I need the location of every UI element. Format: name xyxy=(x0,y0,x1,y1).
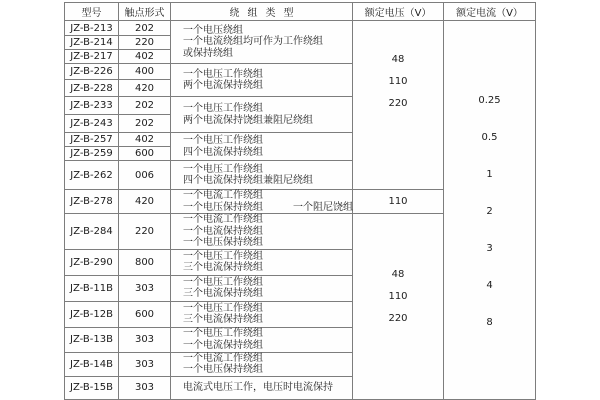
winding-cell xyxy=(171,214,353,250)
model-cell: JZ-B-262 xyxy=(65,161,119,190)
current-value: 3 xyxy=(486,243,493,254)
contact-cell: 600 xyxy=(119,147,171,161)
current-value: 4 xyxy=(486,280,493,291)
voltage-value: 110 xyxy=(388,196,408,207)
winding-line: 一个电压工作绕组 xyxy=(183,276,263,288)
contact-cell: 303 xyxy=(119,376,171,399)
winding-line: 一个电压保持绕组 一个阻尼饶组 xyxy=(183,201,353,213)
current-value: 0.5 xyxy=(481,132,498,143)
contact-cell: 402 xyxy=(119,133,171,147)
header-rated-current: 额定电流（V） xyxy=(444,3,536,21)
winding-cell xyxy=(171,327,353,352)
contact-cell: 006 xyxy=(119,161,171,190)
model-cell: JZ-B-14B xyxy=(65,352,119,376)
winding-line: 两个电流保持饶组兼阻尼绕组 xyxy=(183,114,313,126)
voltage-value: 110 xyxy=(388,291,408,302)
winding-line: 一个电流工作绕组 xyxy=(183,190,263,201)
contact-cell: 420 xyxy=(119,80,171,97)
winding-cell xyxy=(171,97,353,133)
winding-line: 一个电流工作绕组 xyxy=(183,352,263,364)
winding-cell xyxy=(171,249,353,275)
model-cell: JZ-B-284 xyxy=(65,214,119,250)
voltage-value: 48 xyxy=(391,54,405,65)
winding-line: 一个电流绕组均可作为工作绕组 xyxy=(183,36,323,48)
winding-cell xyxy=(171,21,353,64)
header-rated-voltage: 额定电压（V） xyxy=(353,3,444,21)
contact-cell: 400 xyxy=(119,64,171,80)
winding-line: 一个电压工作绕组 xyxy=(183,163,263,175)
winding-line: 一个电压工作绕组 xyxy=(183,103,263,114)
current-value: 1 xyxy=(486,169,493,180)
model-cell: JZ-B-11B xyxy=(65,275,119,301)
voltage-value: 220 xyxy=(388,98,408,109)
winding-line: 一个电流保持绕组 xyxy=(183,225,263,237)
current-value: 2 xyxy=(486,206,493,217)
winding-line: 一个电流工作绕组 xyxy=(183,214,263,225)
current-cell xyxy=(444,21,536,400)
contact-cell: 220 xyxy=(119,214,171,250)
contact-cell: 800 xyxy=(119,249,171,275)
table-row xyxy=(65,21,536,36)
model-cell: JZ-B-213 xyxy=(65,21,119,36)
model-cell: JZ-B-257 xyxy=(65,133,119,147)
contact-cell: 202 xyxy=(119,21,171,36)
winding-line: 电流式电压工作，电压时电流保持 xyxy=(183,381,333,393)
voltage-cell xyxy=(353,21,444,190)
winding-line: 一个电压绕组 xyxy=(183,24,243,36)
winding-line: 三个电流保持绕组 xyxy=(183,262,263,273)
spec-table xyxy=(64,2,536,400)
contact-cell: 202 xyxy=(119,97,171,115)
voltage-cell xyxy=(353,190,444,214)
model-cell: JZ-B-278 xyxy=(65,190,119,214)
voltage-value: 220 xyxy=(388,313,408,324)
voltage-value: 110 xyxy=(388,76,408,87)
model-cell: JZ-B-243 xyxy=(65,115,119,133)
winding-line: 一个电压工作绕组 xyxy=(183,250,263,262)
model-cell: JZ-B-217 xyxy=(65,50,119,64)
model-cell: JZ-B-226 xyxy=(65,64,119,80)
model-cell: JZ-B-228 xyxy=(65,80,119,97)
model-cell: JZ-B-12B xyxy=(65,301,119,327)
winding-line: 一个电压工作绕组 xyxy=(183,68,263,80)
winding-line: 一个电流保持绕组 xyxy=(183,339,263,351)
winding-cell xyxy=(171,161,353,190)
winding-cell xyxy=(171,133,353,161)
contact-cell: 402 xyxy=(119,50,171,64)
contact-cell: 303 xyxy=(119,327,171,352)
current-value: 0.25 xyxy=(478,95,501,106)
contact-cell: 600 xyxy=(119,301,171,327)
winding-line: 一个电压工作绕组 xyxy=(183,135,263,146)
model-cell: JZ-B-233 xyxy=(65,97,119,115)
winding-cell xyxy=(171,376,353,399)
model-cell: JZ-B-13B xyxy=(65,327,119,352)
header-contact-form: 触点形式 xyxy=(119,3,171,21)
winding-cell xyxy=(171,301,353,327)
winding-line: 一个电压工作绕组 xyxy=(183,328,263,339)
winding-line: 一个电压保持绕组 xyxy=(183,237,263,248)
voltage-value: 48 xyxy=(391,269,405,280)
winding-line: 或保持绕组 xyxy=(183,47,233,59)
model-cell: JZ-B-15B xyxy=(65,376,119,399)
contact-cell: 303 xyxy=(119,275,171,301)
current-value: 8 xyxy=(486,317,493,328)
contact-cell: 420 xyxy=(119,190,171,214)
winding-line: 一个电压工作绕组 xyxy=(183,302,263,314)
winding-line: 四个电流保持绕组 xyxy=(183,146,263,158)
winding-line: 两个电流保持绕组 xyxy=(183,80,263,91)
voltage-cell xyxy=(353,214,444,400)
model-cell: JZ-B-259 xyxy=(65,147,119,161)
winding-line: 四个电流保持绕组兼阻尼绕组 xyxy=(183,175,313,186)
contact-cell: 303 xyxy=(119,352,171,376)
winding-line: 三个电流保持绕组 xyxy=(183,288,263,299)
contact-cell: 220 xyxy=(119,36,171,50)
model-cell: JZ-B-290 xyxy=(65,249,119,275)
winding-line: 三个电流保持绕组 xyxy=(183,314,263,325)
winding-cell xyxy=(171,352,353,376)
winding-line: 一个电压保持绕组 xyxy=(183,364,263,375)
header-winding-type: 绕组类型 xyxy=(171,3,353,21)
model-cell: JZ-B-214 xyxy=(65,36,119,50)
table-header-row xyxy=(65,3,536,21)
winding-cell xyxy=(171,190,353,214)
contact-cell: 202 xyxy=(119,115,171,133)
winding-cell xyxy=(171,64,353,97)
winding-cell xyxy=(171,275,353,301)
header-model: 型号 xyxy=(65,3,119,21)
